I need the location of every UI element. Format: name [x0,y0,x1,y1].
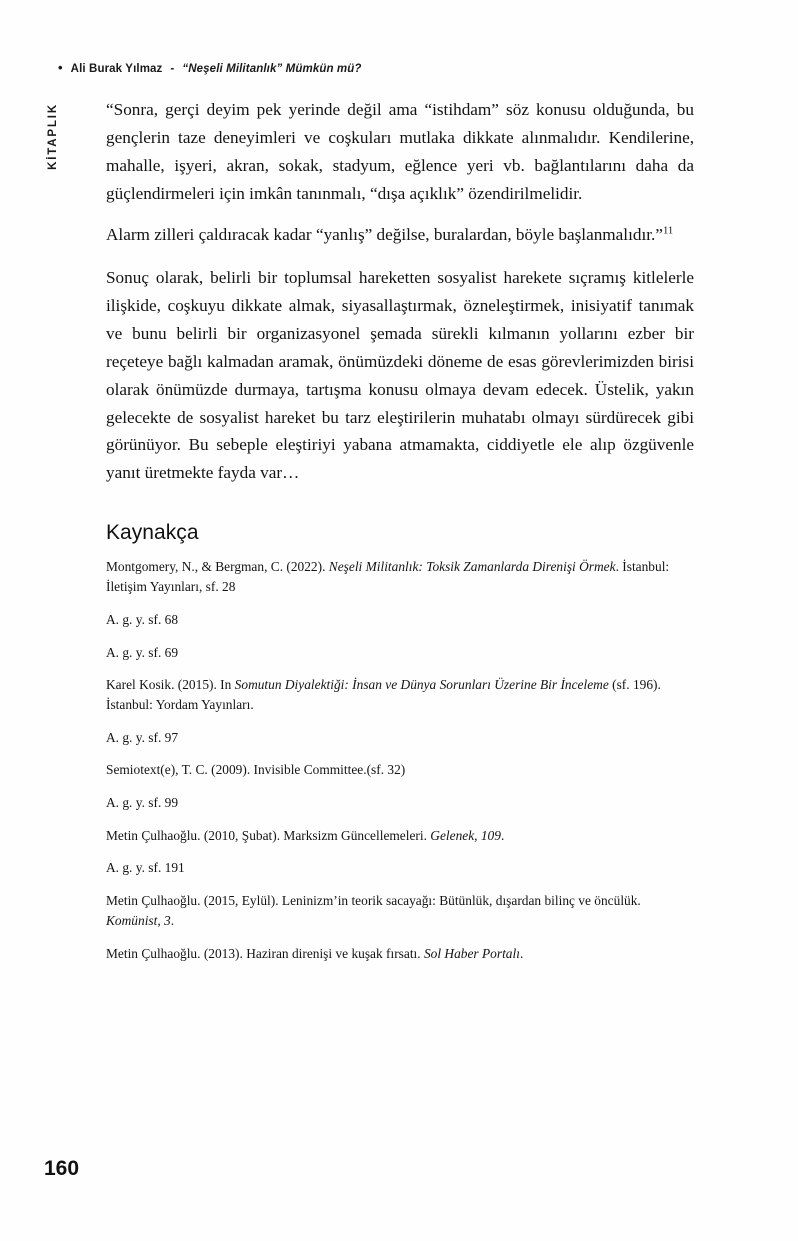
bibliography-entry [106,891,694,931]
bibliography-entry-text: . [519,945,524,961]
paragraph-quote-end [106,221,694,249]
bibliography-entry-text: Metin Çulhaoğlu. (2010, Şubat). Marksizm Güncellemeleri. [106,827,431,843]
running-head-title: “Neşeli Militanlık” Mümkün mü? [182,62,362,75]
bibliography-entry-text: Karel Kosik. (2015). In [106,677,235,693]
bibliography-entry [106,760,694,780]
bibliography-entry-text: (sf. 196). İstanbul: Yordam Yayınları. [106,677,661,713]
bibliography-entry-text: . [170,912,175,928]
bibliography-entry [106,826,694,846]
bibliography-entry-text: . [500,827,505,843]
bibliography-entry [106,675,694,715]
bibliography-entry [106,610,694,630]
bibliography-entry-text: A. g. y. sf. 68 [106,611,179,627]
bibliography-entry [106,793,694,813]
bibliography-entry-title: Gelenek, 109 [430,827,501,843]
paragraph-quote: “Sonra, gerçi deyim pek yerinde değil ama “istihdam” söz konusu olduğunda, bu gençlerin taze deneyimleri ve coşkuları mutlaka dikkate alınmalıdır. Kendilerine, mahalle, işyeri, akran, sokak, stadyum, eğlence yeri vb. bağlantılarını daha da güçlendirmeleri için imkân tanınmalı, “dışa açıklık” özendirilmelidir. [106,100,694,203]
bibliography-entry-text: A. g. y. sf. 97 [106,729,179,745]
running-head-author: Ali Burak Yılmaz [70,62,163,75]
bibliography-entry-text: A. g. y. sf. 191 [106,860,185,876]
bibliography-entry-text: A. g. y. sf. 69 [106,644,179,660]
bibliography-entry-title: Neşeli Militanlık: Toksik Zamanlarda Direnişi Örmek [328,559,616,575]
bibliography-entry [106,944,694,964]
bibliography-entry-text: Semiotext(e), T. C. (2009). Invisible Committee.(sf. 32) [106,762,406,778]
bibliography-entry-text: Montgomery, N., & Bergman, C. (2022). [106,559,329,575]
bibliography-list [106,557,694,964]
bibliography-entry [106,728,694,748]
bibliography-entry-title: Komünist, 3 [106,912,171,928]
bibliography-entry-text: . İstanbul: İletişim Yayınları, sf. 28 [106,559,670,595]
bibliography-entry [106,643,694,663]
bibliography-entry-text: Metin Çulhaoğlu. (2013). Haziran direnişi ve kuşak fırsatı. [106,945,424,961]
running-head [58,62,362,75]
paragraph-conclusion: Sonuç olarak, belirli bir toplumsal hareketten sosyalist harekete sıçramış kitlelerle ilişkide, coşkuyu dikkate almak, siyasallaştırmak, özneleştirmek, inisiyatif tanımak ve bunu belirli bir organizasyonel şemada sürekli kılmanın yollarını ezber bir reçeteye bağlı kalmadan aramak, önümüzdeki döneme de esas görevlerimizden birisi olarak önümüzde durmaya, tartışma konusu olmaya devam edecek. Üstelik, yakın gelecekte de sosyalist hareket bu tarz eleştirilerin muhatabı olmayı sürdürecek gibi görünüyor. Bu sebeple eleştiriyi yabana atmamakta, ciddiyetle ele alıp özgüvenle yanıt üretmekte fayda var… [106,268,694,483]
bibliography-entry-text: A. g. y. sf. 99 [106,795,179,811]
body-column [106,96,694,976]
page-number: 160 [44,1157,80,1180]
bibliography-entry-title: Somutun Diyalektiği: İnsan ve Dünya Sorunları Üzerine Bir İnceleme [234,677,609,693]
bibliography-entry [106,858,694,878]
running-head-dash: - [170,62,175,75]
bibliography-heading: Kaynakça [106,521,199,545]
section-side-label: KİTAPLIK [47,103,59,170]
paragraph-quote-end-text: Alarm zilleri çaldıracak kadar “yanlış” değilse, buralardan, böyle başlanmalıdır.” [106,225,663,245]
bibliography-entry-text: Metin Çulhaoğlu. (2015, Eylül). Leninizm’in teorik sacayağı: Bütünlük, dışardan bilinç ve öncülük. [106,892,641,908]
bibliography-entry-title: Sol Haber Portalı [423,945,520,961]
bullet-icon: • [58,60,63,75]
bibliography-entry [106,557,694,597]
footnote-marker: 11 [662,225,674,237]
